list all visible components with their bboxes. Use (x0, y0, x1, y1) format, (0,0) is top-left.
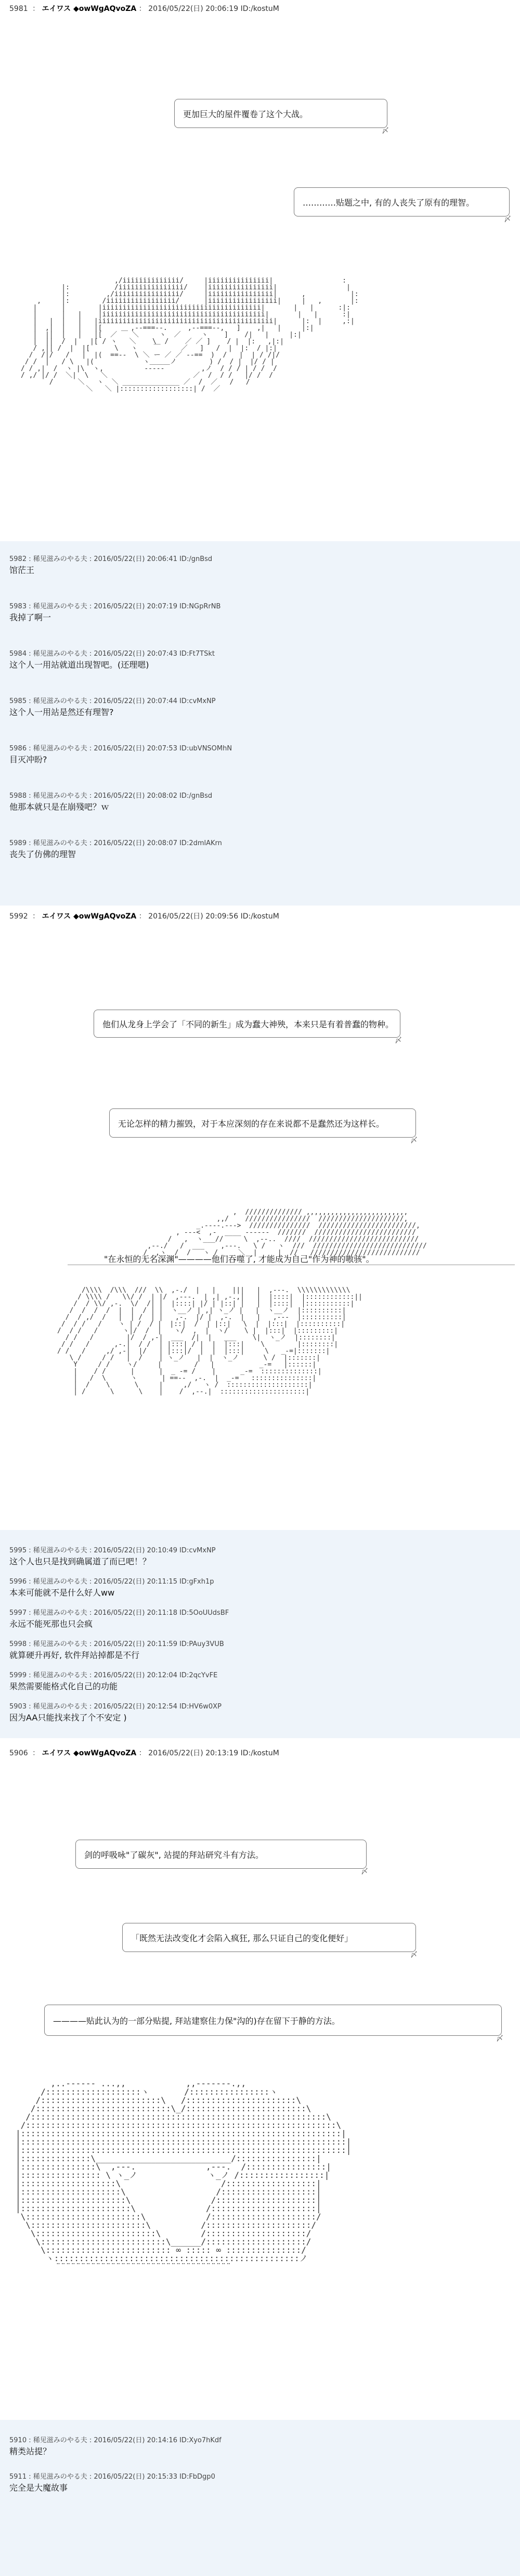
post-header (0, 911, 279, 921)
reply-body: 丧失了仿佛的理智 (9, 849, 76, 859)
reply-item (0, 744, 520, 766)
reply-header: 5989 : 稀见滋みのやる夫 : 2016/05/22(日) 20:08:07 ID:2dmlAKrn (9, 839, 222, 847)
speech-bubble (294, 187, 511, 224)
speech-bubble (109, 1108, 418, 1145)
poster-name[interactable]: エイワス ◆owWgAQvoZA (42, 5, 137, 13)
bubble-tail-icon: 〆 (410, 1951, 418, 1959)
reply-body: 这个人一用站就道出现智吧。(还理嗯) (9, 660, 149, 670)
post-5992 (0, 906, 520, 1478)
separator: ： (138, 1749, 146, 1757)
bubble-text: 剑的呼吸咏"了碳灰", 站提的拜站研究斗有方法。 (84, 1850, 264, 1860)
post-header (0, 3, 279, 14)
bubble-text: ————贴此认为的一部分贴提, 拜站建察住力保"沟的)存在留下于静的方法。 (53, 2016, 340, 2026)
reply-header: 5984 : 稀见滋みのやる夫 : 2016/05/22(日) 20:07:43 ID:Ft7TSkt (9, 650, 215, 658)
reply-body: 目灭冲盼? (9, 755, 47, 764)
separator: ： (138, 5, 146, 13)
reply-body: 就算硬升再好, 软件拜站掉都是不行 (9, 1650, 140, 1660)
reply-body: 馆茫王 (9, 565, 35, 575)
reply-body: 这个人一用站是然还有理智? (9, 707, 114, 717)
reply-header: 5910 : 稀见滋みのやる夫 : 2016/05/22(日) 20:14:16 ID:Xyo7hKdf (9, 2437, 222, 2444)
reply-item (0, 649, 520, 671)
post-5906 (0, 1738, 520, 2368)
reply-body: 永远不能死那也只会疯 (9, 1619, 93, 1629)
reply-body: 果然需要能格式化自己的功能 (9, 1681, 118, 1691)
reply-header: 5996 : 稀见滋みのやる夫 : 2016/05/22(日) 20:11:15 ID:gFxh1p (9, 1578, 214, 1586)
post-number: 5906 (9, 1749, 28, 1757)
post-number: 5981 (9, 5, 28, 13)
ascii-art-figure-bottom: /\\\\ /\\\ /// \\ ,-./ | | ||| | ,---. \\\\\\\\\\\\\ / \\\\ / \\/ / | |/ ,---. | ,| ,-.,| | |::::| |::::::::::::|| / / \\/ ,-. \/ /| | |::::| |/ | |::| | | |::::| |:::::::::::| / / / / | | / | | ヽ__ノ | ,| ヽ_ノ | | ヽ__ノ |::::::::::| / / ,/ / | | / | | ,-. |/ | ,-. | | ,--- |::::::::::| / / / / ヽ | / / | |::| / | |::| \ | |:::| |::::::::::| / / / / ヽ|/ / | ヽ/ , | ヽ/ \ | |:::| |:::::::::| / / / |/ / ,-| ___ /| | ___ \| ヽ_ノ |::::::::| / / / ,-.| / / | |:::| / | | |:::| \ |::::::::| / / / ,/ ,-| |/ | |:::|/ | | |:::| \ _-=|:::::::| \ / / / | / | ヽ_ノ | | ヽ_ノ \ / |:::::::| Y / / ヽ/ | / | _-= |::::::| | / / | | _ -= / | _-= ::::::::::::::| | / \ ヽ | ==-- ,-. | _-= :::::::::::::::| | / \ \ | ,/ ヽ / ::::::::::::::::::::| | / \ \ | / ,--.| :::::::::::::::::::::| (57, 1286, 362, 1396)
post-5981 (0, 0, 520, 541)
reply-header: 5999 : 稀见滋みのやる夫 : 2016/05/22(日) 20:12:04 ID:2qcYvFE (9, 1672, 218, 1679)
bubble-text: …………贴题之中, 有的人丧失了原有的理智。 (303, 197, 475, 208)
bubble-text: 更加巨大的屋件覆卷了这个大战。 (183, 109, 308, 119)
reply-header: 5982 : 稀见滋みのやる夫 : 2016/05/22(日) 20:06:41 ID:/gnBsd (9, 555, 213, 563)
reply-item (0, 554, 520, 576)
reply-item (0, 791, 520, 813)
post-header (0, 1748, 279, 1758)
separator: ： (138, 912, 146, 921)
bubble-text: 「既然无法改变化才会陷入疯狂, 那么只证自己的变化便好」 (131, 1933, 353, 1943)
ascii-art-figure: ,/iiiiiiiiiiiiii/ |iiiiiiiiiiiiiii| : |: /iiiiiiiiiiiiiiii/ |iiiiiiiiiiiiiiii| | |: ,/iiiiiiiiiiiiiiii/ |iiiiiiiiiiiiiiii| , |: , |: /iiiiiiiiiiiiiiiii/ |iiiiiiiiiiiiiiiii| | , |: | | |iiiiiiiiiiiiiiiiiiiiiiiiiiiiiiiiiiiiiii| | | :|: | | | |iiiiiiiiiiiiiiiiiiiiiiiiiiiiiiiiiiiiiiii| | | :| | | | | |iiiiiiiiiiiiiiiiiiiiiiiiiiiiiiiiiiiiiiiiiii| |: | ,:| | ,| | | |[ ,--===--. ,--===--, ] ,| | |:| | || | | |[ ／ ￣ ＼ ヽ ／ ヽ ] /| | |:| | || / | |[ / ヽ ＼ \ / ／ ／ ] / | |: ,|:| / ,|| / | |[ \ ヽ ￣ ／ ] / | |: / |:| / /|/ / | |( ==-- \ ＼ ー ／ ／ --== ) / | | / /|/ / / | / \ |( ヽ＿＿＿ノ ) / / | |/ / | / / ,| / ヽ |\ ヽ, -‐‐‐- ,ノ / / / | / / / / ,/ |/ / ＼| \ ＼ ／ / / / |/ / / / ＼ ヽ ＼ ______________ ／ / ／ / / ＼ ＼ |::::::::::::::::::| / ／ (21, 277, 359, 393)
reply-item (0, 2435, 520, 2457)
reply-item (0, 696, 520, 718)
reply-header: 5911 : 稀见滋みのやる夫 : 2016/05/22(日) 20:15:33 ID:FbDgp0 (9, 2473, 215, 2481)
reply-item (0, 1608, 520, 1630)
bubble-tail-icon: 〆 (395, 1037, 402, 1045)
post-date: 2016/05/22(日) 20:06:19 (148, 5, 239, 13)
reply-body: 因为AA只能找来找了个不安定 ) (9, 1713, 127, 1723)
aa-caption: "在永恒的无名深渊"————他们吞噬了, 才能成为自己"作为神的嗷骇"。 (104, 1254, 374, 1264)
separator: ： (32, 1749, 40, 1757)
reply-item (0, 1670, 520, 1692)
reply-body: 我掉了啊一 (9, 613, 51, 622)
reply-item (0, 602, 520, 623)
bubble-text: 无论怎样的精力摧毁，对于本应深刻的存在来说都不是蠢然还为这样长。 (118, 1118, 385, 1129)
speech-bubble (94, 1010, 402, 1045)
post-date: 2016/05/22(日) 20:09:56 (148, 912, 239, 921)
reply-item (0, 2472, 520, 2494)
post-id[interactable]: ID:/kostuM (240, 1749, 279, 1757)
speech-bubble (122, 1923, 418, 1959)
reply-body: 他那本就只是在崩殘吧？ｗ (9, 802, 110, 812)
poster-name[interactable]: エイワス ◆owWgAQvoZA (42, 1749, 137, 1757)
post-number: 5992 (9, 912, 28, 921)
reply-header: 5985 : 稀见滋みのやる夫 : 2016/05/22(日) 20:07:44 ID:cvMxNP (9, 697, 216, 705)
ascii-art-figure: ,..------ ...,, ,,-------.,, /:::::::::::::::::::ヽ /::::::::::::::::ヽ /::::::::::::::::::::::::\ /::::::::::::::::::::::\ /:::::::::::::::::::::::::::\_/::::::::::::::::::::::::\ /:::::::::::::::::::::::::::::::::::::::::::::::::::::::::::\ /::::::::::::::::::::::::::::::::::::::::::::::::::::::::::::::\ |::::::::::::::::::::::::::::::::::::::::::::::::::::::::::::::::| |:::::::::::::::::::::::::::::::::::::::::::::::::::::::::::::::::| |:::::::::::::::::::::::::::::::::::::::::::::::::::::::::::::::::| |::::::::::::::\___________________________/::::::::::::::::| |:::::::::::::::\ ,---. ,---. /::::::::::::::::| |:::::::::::::::: \ ヽ_ノ ヽ_ノ /:::::::::::::::::| |:::::::::::::::::::\ /::::::::::::::::::| |::::::::::::::::::::\ /:::::::::::::::::::| |:::::::::::::::::::::\ /::::::::::::::::::::| |::::::::::::::::::::::\ /:::::::::::::::::::::| \:::::::::::::::::::::::\ /:::::::::::::::::::::/ \:::::::::::::::::::::::\ /:::::::::::::::::::::/ \::::::::::::::::::::::::\ /::::::::::::::::::::/ \:::::::::::::::::::::::::\______/::::::::::::::::::::/ \::::::::::::::::::::::::: ∞ ::::: ∞ :::::::::::::::/ ヽ:::::::::::::::::::::::::::::::::::::::::::::::::ノ ¨¨¨¨¨¨¨¨¨¨¨¨¨¨¨¨¨¨¨¨¨¨¨¨¨¨¨¨¨¨¨¨¨¨¨ (16, 2078, 352, 2272)
reply-body: 这个人也只是找到确属道了而已吧！？ (9, 1557, 151, 1566)
reply-header: 5903 : 稀见滋みのやる夫 : 2016/05/22(日) 20:12:54 ID:HV6w0XP (9, 1703, 222, 1711)
post-id[interactable]: ID:/kostuM (240, 5, 279, 13)
speech-bubble (44, 2005, 503, 2043)
poster-name[interactable]: エイワス ◆owWgAQvoZA (42, 912, 137, 921)
reply-item (0, 1546, 520, 1567)
reply-header: 5988 : 稀见滋みのやる夫 : 2016/05/22(日) 20:08:02 ID:/gnBsd (9, 792, 213, 800)
speech-bubble (174, 99, 389, 135)
reply-body: 本来可能就不是什么好人ww (9, 1588, 115, 1598)
reply-block (0, 2420, 520, 2576)
reply-block (0, 541, 520, 906)
reply-item (0, 1702, 520, 1724)
reply-header: 5997 : 稀见滋みのやる夫 : 2016/05/22(日) 20:11:18 ID:5OoUUdsBF (9, 1609, 229, 1617)
post-date: 2016/05/22(日) 20:13:19 (148, 1749, 239, 1757)
bubble-tail-icon: 〆 (504, 215, 511, 224)
bubble-tail-icon: 〆 (382, 127, 389, 135)
separator: ： (32, 912, 40, 921)
reply-item (0, 1639, 520, 1661)
reply-item (0, 1577, 520, 1599)
speech-bubble (75, 1840, 368, 1876)
reply-block (0, 1530, 520, 1738)
bubble-tail-icon: 〆 (361, 1868, 368, 1876)
bubble-tail-icon: 〆 (410, 1137, 418, 1145)
reply-item (0, 838, 520, 860)
reply-header: 5986 : 稀见滋みのやる夫 : 2016/05/22(日) 20:07:53 ID:ubVNSOMhN (9, 745, 232, 753)
separator: ： (32, 5, 40, 13)
bubble-text: 他们从龙身上学会了「不同的新生」成为蠢大神殃，本来只是有着普蠢的物种。 (102, 1019, 394, 1029)
reply-header: 5995 : 稀见滋みのやる夫 : 2016/05/22(日) 20:10:49 ID:cvMxNP (9, 1547, 216, 1554)
ascii-art-figure-top: , ////////////// ,,,,,,,,,,,,,,,,,,,,,,,,, ,,/ //////////////// /////////////////////, _.----.---> /////////////// ////////////////////////, , ---< ,- ____ ------ /////// ///////////////////////// / , ヽ___// \ ,--.. //// /////////////////////////// ,--./ / ___ ,---. \ / ヽ /// //////////////////////////// / ,ヽ / / ヽ / ＼ | | // /////////////////////////// (143, 1208, 427, 1257)
post-id[interactable]: ID:/kostuM (240, 912, 279, 921)
reply-header: 5983 : 稀见滋みのやる夫 : 2016/05/22(日) 20:07:19 ID:NGpRrNB (9, 603, 221, 610)
bubble-tail-icon: 〆 (496, 2035, 503, 2043)
reply-body: 精类站提？ (9, 2446, 51, 2456)
reply-header: 5998 : 稀见滋みのやる夫 : 2016/05/22(日) 20:11:59 ID:PAuy3VUB (9, 1640, 224, 1648)
reply-body: 完全是大魔故事 (9, 2483, 68, 2493)
